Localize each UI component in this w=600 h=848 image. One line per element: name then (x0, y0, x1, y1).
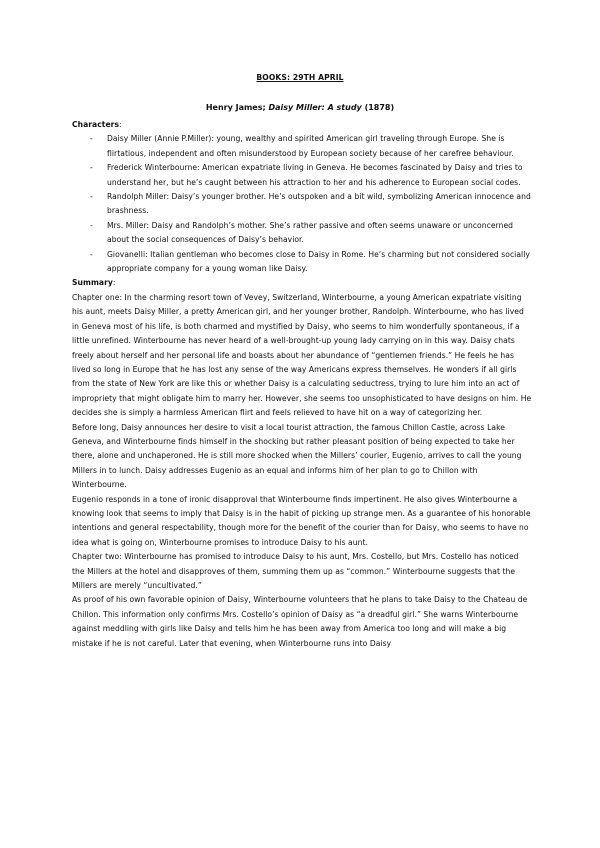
summary-paragraph: As proof of his own favorable opinion of Daisy, Winterbourne volunteers that he plans to take Daisy to the Chateau de Chillon. This information only confirms Mrs. Costello’s opinion of Daisy as “a dreadful girl.” She warns Winterbourne against meddling with girls like Daisy and tells him he has been away from America too long and will make a big mistake if he is not careful. Later that evening, when Winterbourne runs into Daisy (72, 595, 528, 648)
book-subtitle (0, 103, 600, 112)
characters-heading: Characters: (72, 120, 122, 129)
summary-paragraph: Before long, Daisy announces her desire to visit a local tourist attraction, the famous Chillon Castle, across Lake Geneva, and Winterbourne finds himself in the shocking but rather pleasant position of being expected to take her there, alone and unchaperoned. He is still more shocked when the Millers’ courier, Eugenio, arrives to call the young Millers in to lunch. Daisy addresses Eugenio as an equal and informs him of her plan to go to Chillon with Winterbourne. (72, 422, 522, 490)
summary-paragraph: Eugenio responds in a tone of ironic disapproval that Winterbourne finds impertinent. He also gives Winterbourne a knowing look that seems to imply that Daisy is in the habit of picking up strange men. As a guarantee of his honorable intentions and general respectability, though more for the benefit of the courier than for Daisy, who seems to have no idea what is going on, Winterbourne promises to introduce Daisy to his aunt. (72, 494, 531, 547)
list-item: - Frederick Winterbourne: American expatriate living in Geneva. He becomes fascinated by Daisy and tries to understand her, but he’s caught between his attraction to her and his adherence to European social codes. (90, 163, 523, 187)
list-item: - Daisy Miller (Annie P.Miller): young, wealthy and spirited American girl traveling through Europe. She is flirtatious, independent and often misunderstood by European society because of her carefree behaviour. (90, 134, 514, 158)
list-item: - Randolph Miller: Daisy’s younger brother. He’s outspoken and a bit wild, symbolizing American innocence and brashness. (90, 192, 531, 216)
summary-paragraph: Chapter one: In the charming resort town of Vevey, Switzerland, Winterbourne, a young American expatriate visiting his aunt, meets Daisy Miller, a pretty American girl, and her younger brother, Randolph. Winterbourne, who has lived in Geneva most of his life, is both charmed and mystified by Daisy, who seems to him wonderfully spontaneous, if a little unrefined. Winterbourne has never heard of a well-brought-up young lady carrying on in this way. Daisy chats freely about herself and her personal life and boasts about her abundance of “gentlemen friends.” He feels he has lived so long in Europe that he has lost any sense of the way Americans express themselves. He wonders if all girls from the state of New York are like this or whether Daisy is a calculating seductress, trying to lure him into an act of impropriety that might obligate him to marry her. However, she seems too unsophisticated to have designs on him. He decides she is simply a harmless American flirt and feels relieved to have hit on a way of categorizing her. (72, 292, 532, 418)
author-name: Henry James; (205, 103, 266, 112)
list-item: - Mrs. Miller: Daisy and Randolph’s mother. She’s rather passive and often seems unaware or unconcerned about the social consequences of Daisy’s behavior. (90, 220, 514, 245)
list-item: - Giovanelli: Italian gentleman who becomes close to Daisy in Rome. He’s charming but not considered socially appropriate company for a young woman like Daisy. (90, 249, 530, 274)
page-title: BOOKS: 29TH APRIL (256, 73, 344, 82)
characters-list (72, 132, 532, 276)
document-body (72, 118, 532, 651)
work-title: Daisy Miller: A study (268, 103, 362, 112)
publication-year: (1878) (364, 103, 395, 112)
summary-heading: Summary: (72, 278, 116, 288)
summary-paragraph: Chapter two: Winterbourne has promised to introduce Daisy to his aunt, Mrs. Costello, but Mrs. Costello has noticed the Millers at the hotel and disapproves of them, summing them up as “common.” Winterbourne suggests that the Millers are merely “uncultivated.” (72, 552, 519, 590)
